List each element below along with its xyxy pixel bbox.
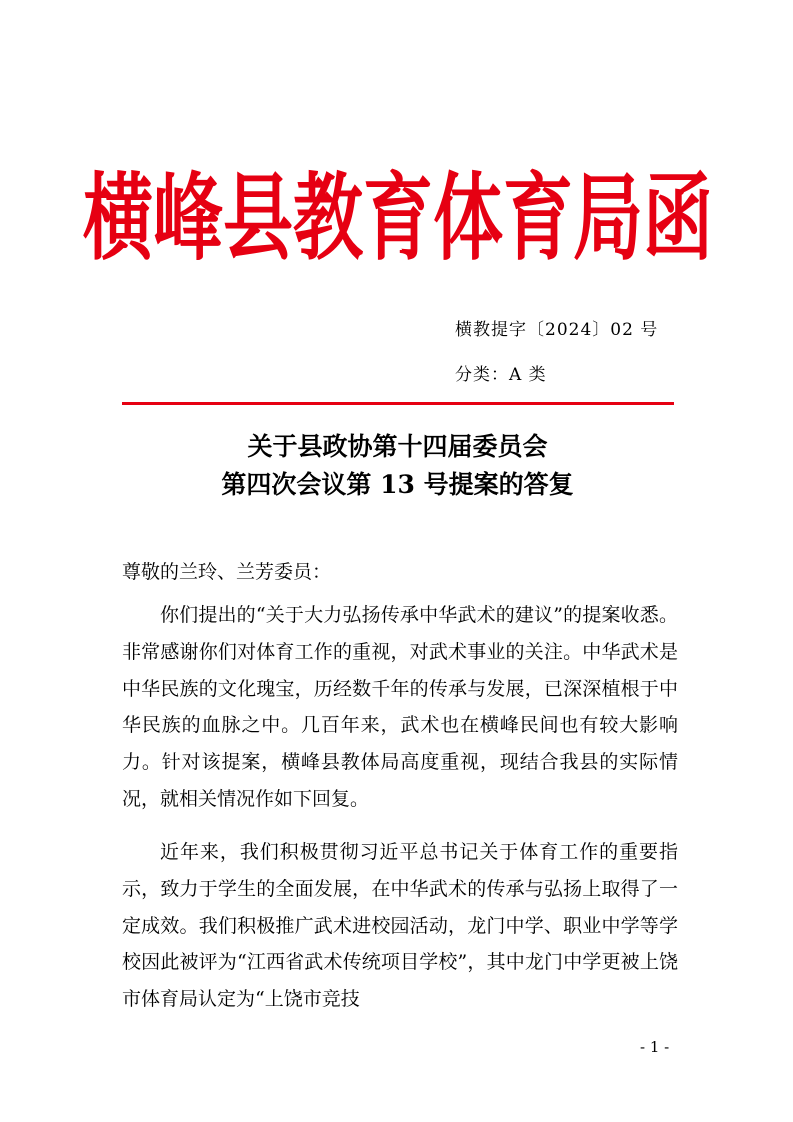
- body-paragraph-2: 近年来，我们积极贯彻习近平总书记关于体育工作的重要指示，致力于学生的全面发展，在中华武术的传承与弘扬上取得了一定成效。我们积极推广武术进校园活动，龙门中学、职业中学等学校因此被评为“江西省武术传统项目学校”，其中龙门中学更被上饶市体育局认定为“上饶市竞技: [122, 841, 678, 1011]
- title-line-2: 第四次会议第 13 号提案的答复: [221, 470, 574, 499]
- page-number: - 1 -: [640, 1038, 670, 1056]
- document-title: [100, 428, 695, 504]
- title-line-1: 关于县政协第十四届委员会: [247, 432, 548, 461]
- salutation: 尊敬的兰玲、兰芳委员：: [122, 561, 332, 583]
- red-divider-line: [122, 402, 674, 405]
- body-paragraph-1: 你们提出的“关于大力弘扬传承中华武术的建议”的提案收悉。非常感谢你们对体育工作的重视，对武术事业的关注。中华武术是中华民族的文化瑰宝，历经数千年的传承与发展，已深深植根于中华民族的血脉之中。几百年来，武术也在横峰民间也有较大影响力。针对该提案，横峰县教体局高度重视，现结合我县的实际情况，就相关情况作如下回复。: [122, 604, 678, 810]
- letterhead-title: 横峰县教育体育局函: [83, 162, 713, 273]
- document-number: 横教提字〔2024〕02 号: [455, 320, 659, 340]
- document-category: 分类：A 类: [455, 365, 547, 385]
